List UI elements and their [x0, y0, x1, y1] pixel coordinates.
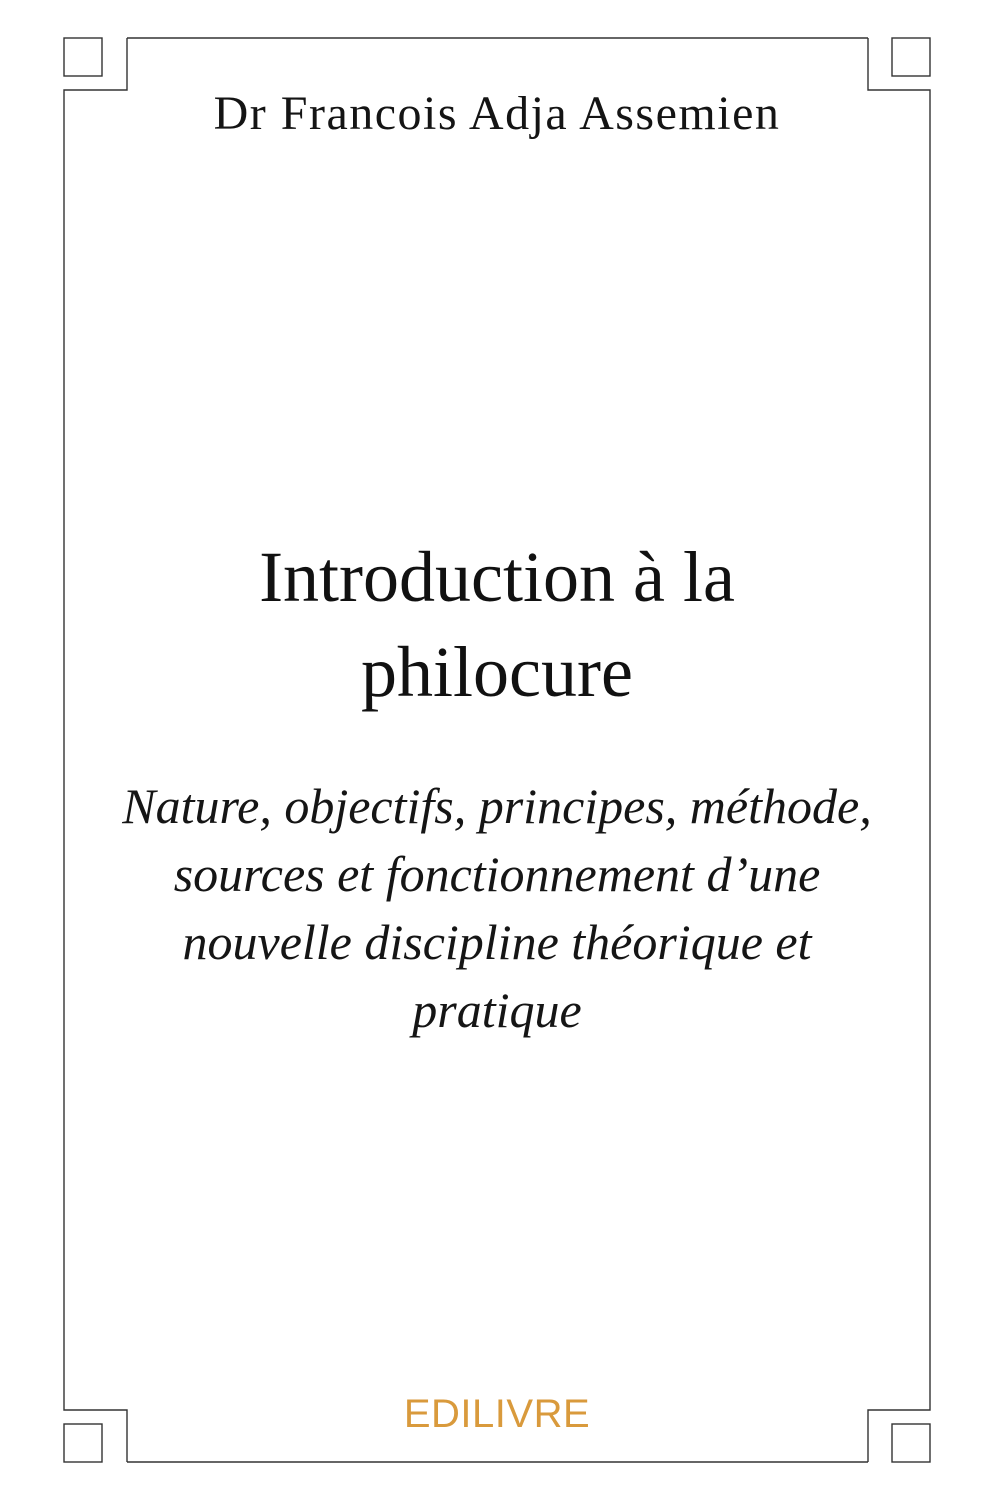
book-subtitle-line-1: Nature, objectifs, principes, méthode,	[122, 778, 872, 834]
book-subtitle-line-3: nouvelle discipline théorique et	[182, 914, 812, 970]
frame-corner-square-top-right	[892, 38, 930, 76]
book-subtitle-line-4: pratique	[412, 982, 582, 1038]
book-title	[120, 530, 874, 720]
publisher-logo: EDILIVRE	[403, 1392, 591, 1436]
book-subtitle-line-2: sources et fonctionnement d’une	[173, 846, 821, 902]
author-name: Dr Francois Adja Assemien	[213, 87, 781, 140]
book-subtitle	[70, 772, 924, 1044]
book-title-line-1: Introduction à la	[259, 537, 735, 617]
frame-corner-square-top-left	[64, 38, 102, 76]
book-title-line-2: philocure	[361, 632, 633, 712]
